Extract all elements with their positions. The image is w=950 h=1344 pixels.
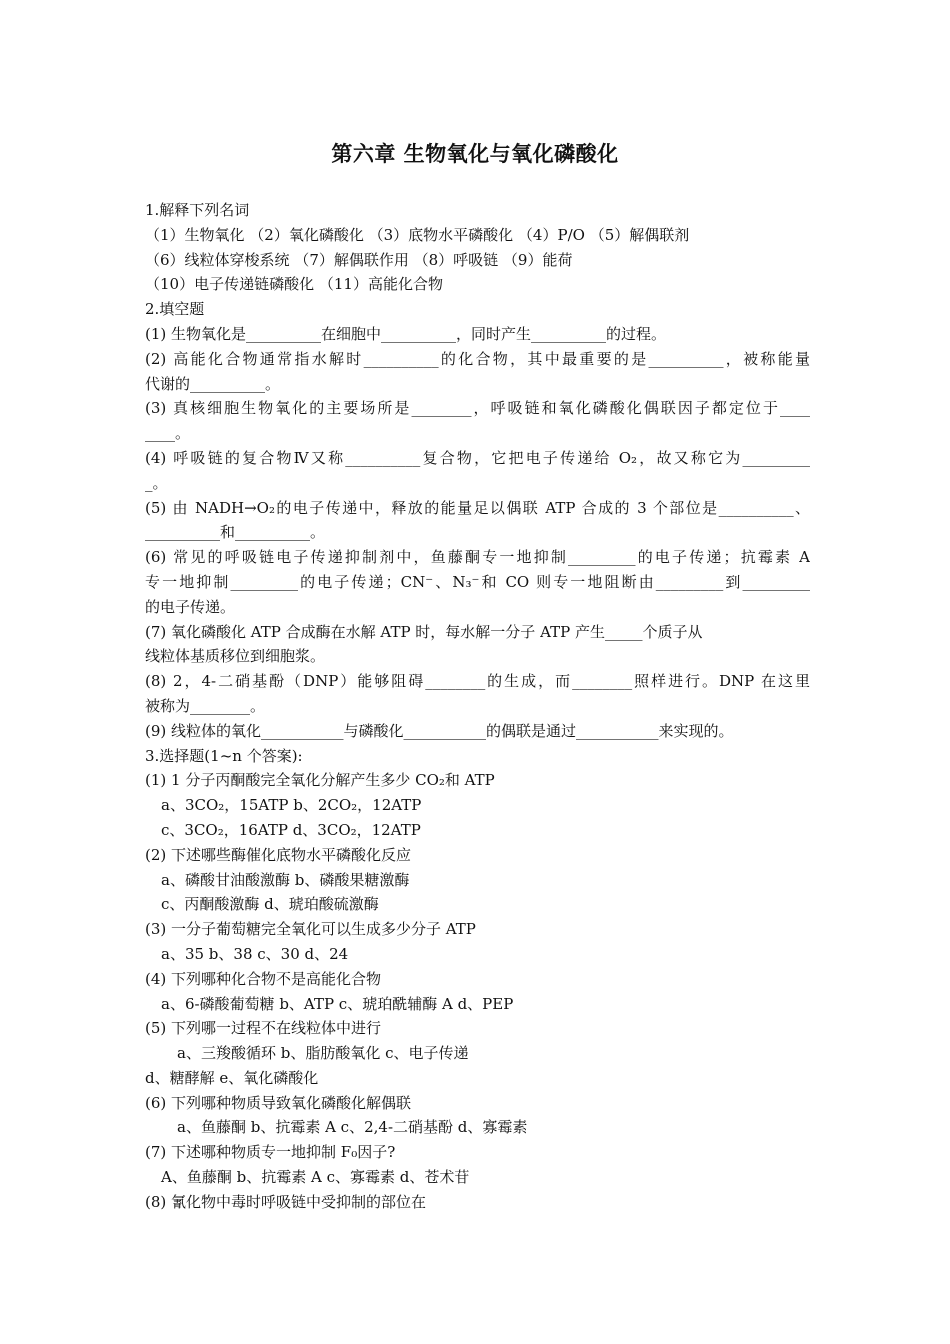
question-line: (6) 下列哪种物质导致氧化磷酸化解偶联	[145, 1093, 412, 1112]
text-line: （1）生物氧化 （2）氧化磷酸化 （3）底物水平磷酸化 （4）P/O （5）解偶联剂	[145, 225, 690, 244]
question-line: (6) 常见的呼吸链电子传递抑制剂中，鱼藤酮专一地抑制_________的电子传递；抗霉素 A	[145, 548, 810, 567]
question-line: 代谢的__________。	[145, 374, 281, 393]
text-line: （10）电子传递链磷酸化 （11）高能化合物	[145, 275, 443, 294]
question-line: (7) 氧化磷酸化 ATP 合成酶在水解 ATP 时，每水解一分子 ATP 产生_____个质子从	[145, 622, 703, 641]
question-line: _。	[145, 473, 168, 492]
question-line: (5) 下列哪一过程不在线粒体中进行	[145, 1019, 382, 1038]
option-line: a、磷酸甘油酸激酶 b、磷酸果糖激酶	[161, 870, 410, 889]
section-heading: 1.解释下列名词	[145, 201, 250, 219]
question-line: (4) 呼吸链的复合物Ⅳ又称__________复合物，它把电子传递给 O₂，故又称它为_________	[145, 448, 810, 467]
question-line: 的电子传递。	[145, 597, 236, 616]
chapter-title: 第六章 生物氧化与氧化磷酸化	[331, 141, 619, 166]
question-line: __________和__________。	[145, 523, 326, 542]
question-line: 被称为________。	[145, 696, 266, 715]
option-line: a、35 b、38 c、30 d、24	[161, 944, 349, 963]
question-line: (7) 下述哪种物质专一地抑制 F₀因子?	[145, 1143, 396, 1162]
question-line: (5) 由 NADH→O₂的电子传递中，释放的能量足以偶联 ATP 合成的 3 个部位是__________、	[145, 498, 810, 517]
question-line: (8) 氰化物中毒时呼吸链中受抑制的部位在	[145, 1192, 427, 1211]
text-line: （6）线粒体穿梭系统 （7）解偶联作用 （8）呼吸链 （9）能荷	[145, 250, 573, 269]
question-line: (4) 下列哪种化合物不是高能化合物	[145, 969, 382, 988]
question-line: (1) 1 分子丙酮酸完全氧化分解产生多少 CO₂和 ATP	[145, 771, 495, 790]
option-line: a、鱼藤酮 b、抗霉素 A c、2,4-二硝基酚 d、寡霉素	[177, 1118, 528, 1137]
section-heading: 3.选择题(1~n 个答案):	[145, 746, 303, 765]
question-line: 线粒体基质移位到细胞浆。	[145, 647, 326, 666]
option-line: c、3CO₂，16ATP d、3CO₂，12ATP	[161, 820, 421, 839]
option-line: a、3CO₂，15ATP b、2CO₂，12ATP	[161, 796, 422, 815]
document-body	[145, 198, 810, 1215]
question-line: (1) 生物氧化是__________在细胞中__________，同时产生__________的过程。	[145, 324, 667, 343]
option-line: d、糖酵解 e、氧化磷酸化	[145, 1068, 319, 1087]
question-line: (3) 真核细胞生物氧化的主要场所是________，呼吸链和氧化磷酸化偶联因子都定位于____	[145, 399, 810, 418]
question-line: (2) 下述哪些酶催化底物水平磷酸化反应	[145, 845, 412, 864]
section-heading: 2.填空题	[145, 300, 205, 319]
option-line: a、6-磷酸葡萄糖 b、ATP c、琥珀酰辅酶 A d、PEP	[161, 994, 514, 1013]
option-line: A、鱼藤酮 b、抗霉素 A c、寡霉素 d、苍术苷	[161, 1168, 470, 1187]
question-line: 专一地抑制_________的电子传递；CN⁻、N₃⁻和 CO 则专一地阻断由_________到_________	[145, 572, 810, 591]
question-line: (2) 高能化合物通常指水解时__________的化合物，其中最重要的是__________，被称能量	[145, 349, 810, 368]
option-line: a、三羧酸循环 b、脂肪酸氧化 c、电子传递	[177, 1044, 469, 1063]
question-line: (8) 2，4-二硝基酚（DNP）能够阻碍________的生成，而________照样进行。DNP 在这里	[145, 672, 810, 691]
question-line: (9) 线粒体的氧化___________与磷酸化___________的偶联是通过___________来实现的。	[145, 721, 734, 740]
option-line: c、丙酮酸激酶 d、琥珀酸硫激酶	[161, 895, 379, 914]
question-line: ____。	[145, 424, 191, 443]
question-line: (3) 一分子葡萄糖完全氧化可以生成多少分子 ATP	[145, 920, 476, 939]
